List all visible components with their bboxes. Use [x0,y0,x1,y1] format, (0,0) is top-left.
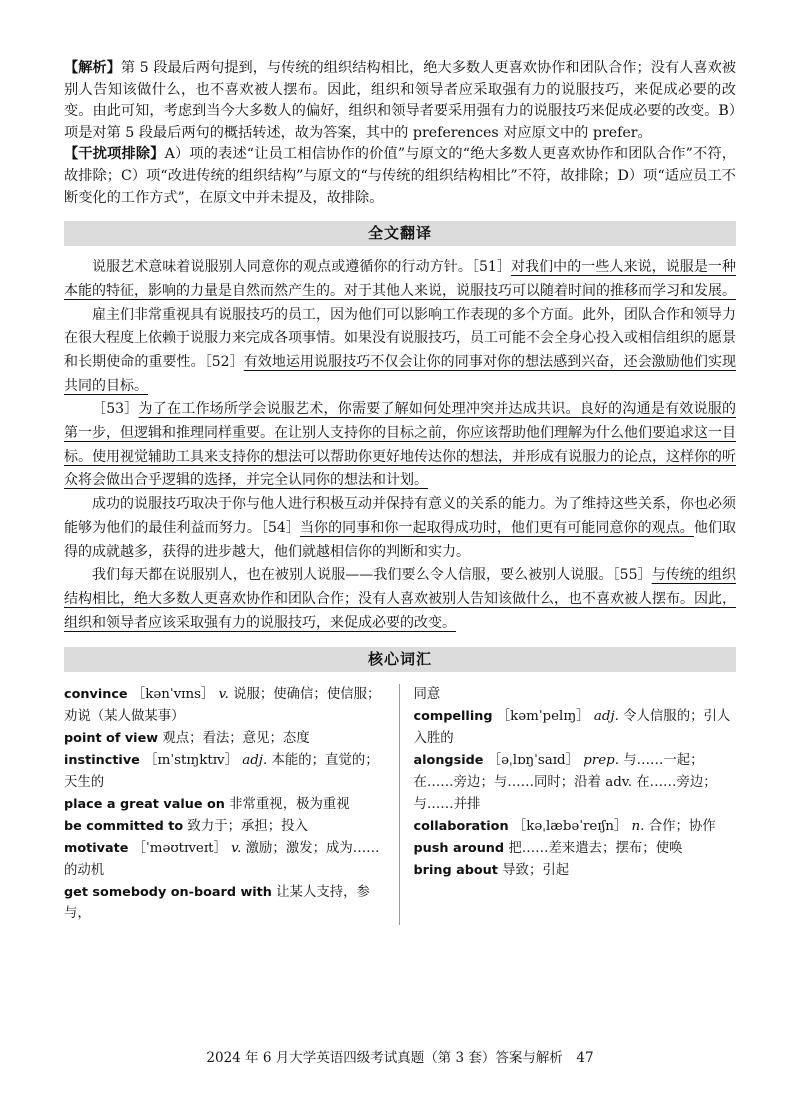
vocab-entry [64,794,387,816]
underlined-answer-55: 与传统的组织结构相比，绝大多数人更喜欢协作和团队合作；没有人喜欢被别人告知该做什么，也不喜欢被人摆布。 [64,567,736,607]
vocab-pos: n. [631,818,645,834]
vocab-entry [64,882,387,926]
text: 说服艺术意味着说服别人同意你的观点或遵循你的行动方针。 [92,259,472,276]
text: 他们取得的成就越多，获得的进步越大，他们就越相信你的判断和实力。 [64,519,737,560]
analysis-tag: 【解析】 [64,60,121,76]
vocab-entry [414,860,737,882]
vocab-entry [64,816,387,838]
vocab-phonetic: ［əˌlɒŋˈsaɪd］ [487,753,579,769]
vocab-word: compelling [413,709,493,725]
vocab-definition: 导致；引起 [497,862,570,878]
vocab-pos: adj. [242,753,268,769]
question-marker-53: ［53］ [92,401,139,418]
vocab-word: instinctive [64,753,140,769]
vocab-section [64,684,736,925]
vocab-definition: 本能的；直觉的；天生的 [64,753,379,791]
underlined-answer-52: 有效地运用说服技巧不仅会让你的同事对你的想法感到兴奋，还会激励他们实现共同的目标。 [64,353,737,394]
question-marker-51: ［51］ [471,259,511,276]
vocab-entry [414,816,737,838]
underlined-answer-51: 对我们中的一些人来说，说服是一种本能的特征，影响的力量是自然而然产生的。 [64,259,736,299]
question-marker-52: ［52］ [204,353,244,370]
vocab-entry-continued: 同意 [413,687,441,703]
translation-section [64,256,736,635]
vocab-word: collaboration [413,818,509,834]
text: 雇主们非常重视具有说服技巧的员工，因为他们可以影响工作表现的多个方面。此外，团队合作和领导力在很大程度上依赖于说服力来完成各项事情。如果没有说服技巧，员工可能不会全身心投入或相信组织的愿景和长期使命的重要性。 [64,306,736,370]
underlined-text: 对于其他人来说，说服技巧可以随着时间的推移而学习和发展。 [344,282,736,299]
vocab-entry [414,838,737,860]
analysis-paragraph [64,58,736,144]
vocab-entry [64,838,387,882]
vocab-phonetic: ［kəˌlæbəˈreɪʃn］ [512,818,628,834]
vocab-definition: 说服；使确信；使信服；劝说（某人做某事） [64,687,381,725]
vocab-definition: 非常重视，极为重视 [224,796,350,812]
page [64,58,736,925]
vocab-phonetic: ［kənˈvɪns］ [131,687,215,703]
vocab-column-left [64,684,400,925]
vocab-word: get somebody on-board with [64,884,272,900]
vocab-word: be committed to [64,818,184,834]
question-marker-55: ［55］ [612,567,652,584]
vocab-word: alongside [413,753,484,769]
vocab-pos: v. [218,687,229,703]
underlined-answer-53: 为了在工作场所学会说服艺术，你需要了解如何处理冲突并达成共识。 [138,401,580,418]
vocab-column-right [400,684,737,925]
vocab-word: motivate [64,840,129,856]
question-marker-54: ［54］ [260,519,300,536]
page-footer: 2024 年 6 月大学英语四级考试真题（第 3 套）答案与解析 47 [206,1050,594,1066]
vocab-word: point of view [64,731,159,747]
vocab-word: convince [64,687,128,703]
vocab-entry [414,750,737,816]
translation-paragraph-3 [64,398,736,493]
vocab-word: push around [413,840,505,856]
text: 成功的说服技巧取决于你与他人进行积极互动并保持有意义的关系的能力。为了维持这些关系，你也必须能够为他们的最佳利益而努力。 [64,496,736,536]
distractor-text: A）项的表述“让员工相信协作的价值”与原文的“绝大多数人更喜欢协作和团队合作”不符，故排除；C）项“改进传统的组织结构”与原文的“与传统的组织结构相比”不符，故排除；D）项“适应员工不断变化的工作方式”，在原文中并未提及，故排除。 [64,146,736,206]
underlined-text: 良好的沟通是有效说服的第一步，但逻辑和推理同样重要。在让别人支持你的目标之前，你应该帮助他们理解为什么他们要追求这一目标。使用视觉辅助工具来支持你的想法可以帮助你更好地传达你的想法，并形成有说服力的论点，这样你的听众将会做出合乎逻辑的选择，并完全认同你的想法和计划。 [64,401,736,489]
vocab-entry [64,750,387,794]
translation-paragraph-4 [64,493,736,564]
vocab-entry [64,728,387,750]
vocab-word: place a great value on [64,796,225,812]
underlined-answer-54: 当你的同事和你一起取得成功时，他们更有可能同意你的观点。 [299,519,694,536]
analysis-section [64,58,736,209]
vocab-pos: prep. [583,753,619,769]
vocab-definition: 与……一起；在……旁边；与……同时；沿着 adv. 在……旁边；与……并排 [413,753,717,812]
vocab-entry [64,684,387,728]
translation-paragraph-2 [64,304,736,399]
vocab-pos: v. [231,840,242,856]
text: 我们每天都在说服别人，也在被别人说服——我们要么令人信服，要么被别人说服。 [92,567,613,584]
vocab-phonetic: ［kəmˈpelɪŋ］ [496,709,590,725]
translation-paragraph-1 [64,256,736,303]
translation-paragraph-5 [64,564,736,635]
vocab-definition: 令人信服的；引人入胜的 [413,709,731,747]
distractor-paragraph [64,144,736,209]
vocab-phonetic: ［ɪnˈstɪŋktɪv］ [144,753,238,769]
translation-heading: 全文翻译 [64,221,736,246]
vocab-pos: adj. [593,709,619,725]
vocab-entry [414,706,737,750]
vocab-word: bring about [413,862,498,878]
vocab-phonetic: ［ˈməʊtɪveɪt］ [132,840,227,856]
vocab-definition: 激励；激发；成为……的动机 [64,840,380,878]
vocab-definition: 让某人支持，参与， [64,884,370,922]
analysis-text: 第 5 段最后两句提到，与传统的组织结构相比，绝大多数人更喜欢协作和团队合作；没有人喜欢被别人告知该做什么，也不喜欢被人摆布。因此，组织和领导者应采取强有力的说服技巧，来促成必要的改变。由此可知，考虑到当今大多数人的偏好，组织和领导者要采用强有力的说服技巧来促成必要的改变。B）项是对第 5 段最后两句的概括转述，故为答案，其中的 preferences 对应原文中的 prefer。 [64,60,736,141]
vocab-definition: 观点；看法；意见；态度 [158,731,310,747]
vocab-definition: 把……差来遣去；摆布；使唤 [504,840,683,856]
vocab-definition: 合作；协作 [644,818,716,834]
vocab-heading: 核心词汇 [64,647,736,672]
distractor-tag: 【干扰项排除】 [64,146,165,163]
underlined-text: 因此，组织和领导者应该采取强有力的说服技巧，来促成必要的改变。 [64,591,736,631]
vocab-definition: 致力于；承担；投入 [183,818,308,834]
